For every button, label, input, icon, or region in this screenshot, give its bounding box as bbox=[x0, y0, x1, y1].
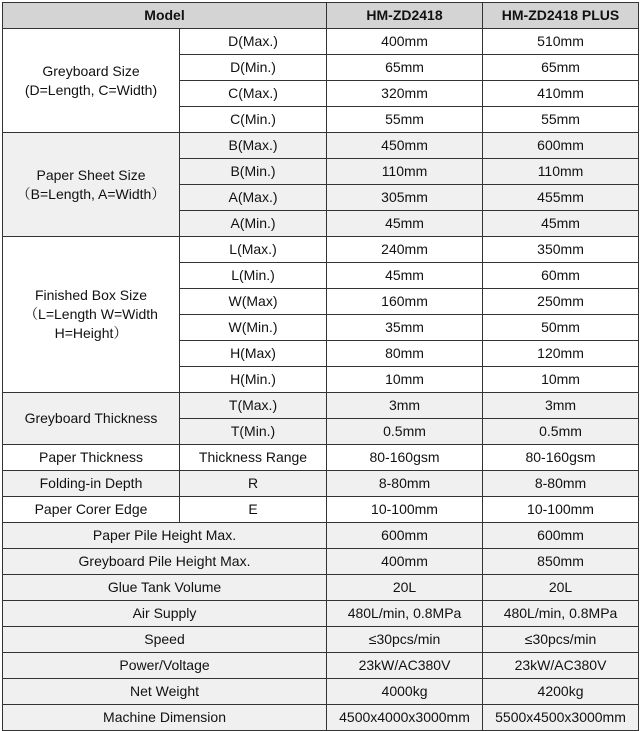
row-label: Paper Thickness bbox=[3, 445, 180, 471]
value-2: 55mm bbox=[483, 107, 639, 133]
value-1: 4000kg bbox=[327, 679, 483, 705]
value-1: 23kW/AC380V bbox=[327, 653, 483, 679]
value-1: 320mm bbox=[327, 81, 483, 107]
table-row bbox=[3, 445, 639, 471]
value-2: 60mm bbox=[483, 263, 639, 289]
table-row bbox=[3, 575, 639, 601]
sub-label: H(Min.) bbox=[180, 367, 327, 393]
value-1: ≤30pcs/min bbox=[327, 627, 483, 653]
group-label: Finished Box Size bbox=[34, 287, 148, 303]
value-1: 160mm bbox=[327, 289, 483, 315]
sub-label: T(Max.) bbox=[180, 393, 327, 419]
value-2: 350mm bbox=[483, 237, 639, 263]
sub-label: W(Min.) bbox=[180, 315, 327, 341]
value-1: 80mm bbox=[327, 341, 483, 367]
table-row bbox=[3, 653, 639, 679]
value-1: 450mm bbox=[327, 133, 483, 159]
value-2: 0.5mm bbox=[483, 419, 639, 445]
spec-table bbox=[2, 2, 639, 731]
sub-label: H(Max) bbox=[180, 341, 327, 367]
value-1: 10mm bbox=[327, 367, 483, 393]
header-row bbox=[3, 3, 639, 29]
group-greyboard-thickness: Greyboard Thickness bbox=[3, 393, 180, 445]
group-sublabel: （L=Length W=Width bbox=[24, 306, 158, 322]
group-label: Paper Sheet Size bbox=[36, 166, 146, 183]
sub-label: B(Max.) bbox=[180, 133, 327, 159]
group-sublabel: H=Height） bbox=[54, 325, 128, 341]
value-1: 65mm bbox=[327, 55, 483, 81]
value-2: 20L bbox=[483, 575, 639, 601]
value-2: 600mm bbox=[483, 133, 639, 159]
value-1: 35mm bbox=[327, 315, 483, 341]
row-label: Speed bbox=[3, 627, 327, 653]
sub-label: A(Max.) bbox=[180, 185, 327, 211]
table-row bbox=[3, 471, 639, 497]
value-2: 250mm bbox=[483, 289, 639, 315]
value-1: 45mm bbox=[327, 211, 483, 237]
row-label: Power/Voltage bbox=[3, 653, 327, 679]
value-1: 4500x4000x3000mm bbox=[327, 705, 483, 731]
table-row bbox=[3, 133, 639, 159]
value-1: 480L/min, 0.8MPa bbox=[327, 601, 483, 627]
value-2: 850mm bbox=[483, 549, 639, 575]
sub-label: R bbox=[180, 471, 327, 497]
value-2: 455mm bbox=[483, 185, 639, 211]
value-2: 120mm bbox=[483, 341, 639, 367]
group-paper-sheet-size bbox=[3, 133, 180, 237]
value-2: 510mm bbox=[483, 29, 639, 55]
table-row bbox=[3, 393, 639, 419]
value-2: 50mm bbox=[483, 315, 639, 341]
sub-label: A(Min.) bbox=[180, 211, 327, 237]
sub-label: C(Max.) bbox=[180, 81, 327, 107]
table-row bbox=[3, 705, 639, 731]
value-1: 305mm bbox=[327, 185, 483, 211]
value-1: 240mm bbox=[327, 237, 483, 263]
row-label: Folding-in Depth bbox=[3, 471, 180, 497]
row-label: Air Supply bbox=[3, 601, 327, 627]
sub-label: L(Max.) bbox=[180, 237, 327, 263]
value-1: 45mm bbox=[327, 263, 483, 289]
value-1: 0.5mm bbox=[327, 419, 483, 445]
sub-label: T(Min.) bbox=[180, 419, 327, 445]
value-2: 45mm bbox=[483, 211, 639, 237]
table-row bbox=[3, 627, 639, 653]
value-1: 10-100mm bbox=[327, 497, 483, 523]
row-label: Net Weight bbox=[3, 679, 327, 705]
group-sublabel: （B=Length, A=Width） bbox=[16, 185, 166, 202]
value-1: 8-80mm bbox=[327, 471, 483, 497]
value-2: 3mm bbox=[483, 393, 639, 419]
value-2: 4200kg bbox=[483, 679, 639, 705]
sub-label: D(Min.) bbox=[180, 55, 327, 81]
header-model-2: HM-ZD2418 PLUS bbox=[483, 3, 639, 29]
value-2: 480L/min, 0.8MPa bbox=[483, 601, 639, 627]
row-label: Paper Pile Height Max. bbox=[3, 523, 327, 549]
table-row bbox=[3, 237, 639, 263]
value-2: 410mm bbox=[483, 81, 639, 107]
value-2: ≤30pcs/min bbox=[483, 627, 639, 653]
group-sublabel: (D=Length, C=Width) bbox=[24, 81, 158, 98]
row-label: Machine Dimension bbox=[3, 705, 327, 731]
value-2: 23kW/AC380V bbox=[483, 653, 639, 679]
value-2: 65mm bbox=[483, 55, 639, 81]
value-2: 10mm bbox=[483, 367, 639, 393]
value-2: 110mm bbox=[483, 159, 639, 185]
sub-label: C(Min.) bbox=[180, 107, 327, 133]
row-label: Paper Corer Edge bbox=[3, 497, 180, 523]
value-1: 55mm bbox=[327, 107, 483, 133]
table-row bbox=[3, 601, 639, 627]
group-greyboard-size bbox=[3, 29, 180, 133]
row-label: Glue Tank Volume bbox=[3, 575, 327, 601]
value-1: 3mm bbox=[327, 393, 483, 419]
sub-label: Thickness Range bbox=[180, 445, 327, 471]
table-row bbox=[3, 523, 639, 549]
value-2: 8-80mm bbox=[483, 471, 639, 497]
group-label: Greyboard Size bbox=[42, 62, 140, 79]
value-1: 110mm bbox=[327, 159, 483, 185]
sub-label: B(Min.) bbox=[180, 159, 327, 185]
value-1: 80-160gsm bbox=[327, 445, 483, 471]
sub-label: L(Min.) bbox=[180, 263, 327, 289]
value-1: 400mm bbox=[327, 549, 483, 575]
table-row bbox=[3, 679, 639, 705]
value-2: 600mm bbox=[483, 523, 639, 549]
sub-label: W(Max) bbox=[180, 289, 327, 315]
header-model-1: HM-ZD2418 bbox=[327, 3, 483, 29]
group-finished-box-size bbox=[3, 237, 180, 393]
sub-label: D(Max.) bbox=[180, 29, 327, 55]
value-2: 80-160gsm bbox=[483, 445, 639, 471]
sub-label: E bbox=[180, 497, 327, 523]
value-2: 5500x4500x3000mm bbox=[483, 705, 639, 731]
value-2: 10-100mm bbox=[483, 497, 639, 523]
table-row bbox=[3, 549, 639, 575]
header-model: Model bbox=[3, 3, 327, 29]
row-label: Greyboard Pile Height Max. bbox=[3, 549, 327, 575]
table-row bbox=[3, 497, 639, 523]
value-1: 600mm bbox=[327, 523, 483, 549]
value-1: 20L bbox=[327, 575, 483, 601]
table-row bbox=[3, 29, 639, 55]
value-1: 400mm bbox=[327, 29, 483, 55]
